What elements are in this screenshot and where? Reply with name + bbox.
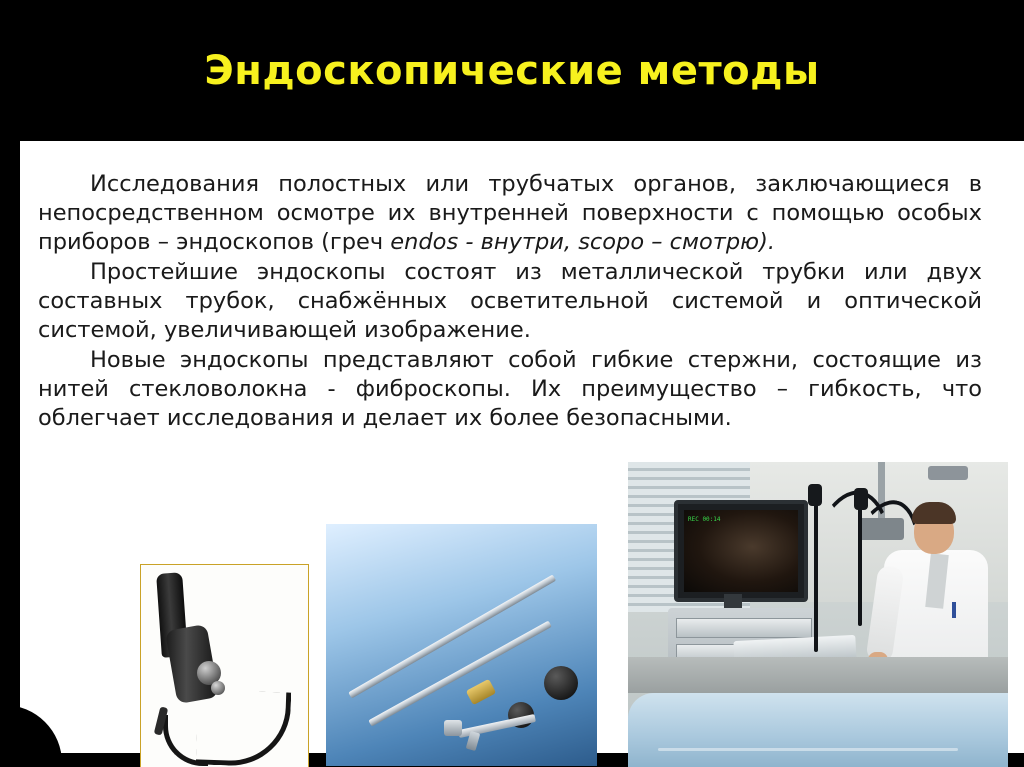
doctor-hair bbox=[912, 502, 956, 524]
endoscopy-tower-doctor-photo bbox=[628, 462, 1008, 767]
hanging-endoscope-head-1 bbox=[808, 484, 822, 506]
monitor-stand bbox=[724, 594, 742, 608]
ceiling-lamp bbox=[928, 466, 968, 480]
paragraph-3: Новые эндоскопы представляют собой гибкие стержни, состоящие из нитей стекловолокна - фиброскопы. Их преимущество – гибкость, что облегчает исследования и делает их более безопасными. bbox=[38, 347, 982, 431]
hanging-endoscope-cable-2 bbox=[858, 506, 862, 626]
coat-lapel bbox=[925, 553, 949, 609]
flexible-fibroscope-photo bbox=[140, 564, 309, 767]
blue-surgical-drape bbox=[628, 693, 1008, 767]
fibroscope-insertion-tube bbox=[196, 689, 292, 767]
endoscopy-monitor bbox=[674, 500, 808, 602]
cart-device-panel-1 bbox=[676, 618, 812, 638]
hanging-endoscope-cable-1 bbox=[814, 502, 818, 652]
monitor-overlay-text: REC 00:14 bbox=[688, 516, 721, 523]
paragraph-2: Простейшие эндоскопы состоят из металлической трубки или двух составных трубок, снабжённых осветительной системой и оптической системой, увеличивающей изображение. bbox=[38, 259, 982, 343]
rigid-endoscope-light-coupler bbox=[466, 679, 496, 705]
header-divider bbox=[0, 137, 1024, 141]
paragraph-1-italic-terms: endos - внутри, scoро – смотрю). bbox=[390, 229, 776, 255]
paragraph-1 bbox=[38, 170, 982, 257]
paragraph-1-text: Исследования полостных или трубчатых органов, заключающиеся в непосредственном осмотре их внутренней поверхности с помощью особых приборов – эндоскопов (греч bbox=[38, 171, 982, 255]
rigid-endoscopes-photo bbox=[326, 524, 597, 766]
page-title: Эндоскопические методы bbox=[204, 48, 820, 94]
room-floor bbox=[628, 657, 1008, 693]
coat-pocket-pen bbox=[952, 602, 956, 618]
drape-fold bbox=[658, 748, 958, 751]
fibroscope-tube-loop bbox=[163, 715, 208, 766]
image-row bbox=[0, 462, 1024, 767]
rigid-endoscope-eyepiece-large bbox=[544, 666, 578, 700]
small-endoscope-head bbox=[444, 720, 462, 736]
hanging-endoscope-head-2 bbox=[854, 488, 868, 510]
slide-body-text bbox=[38, 170, 982, 433]
